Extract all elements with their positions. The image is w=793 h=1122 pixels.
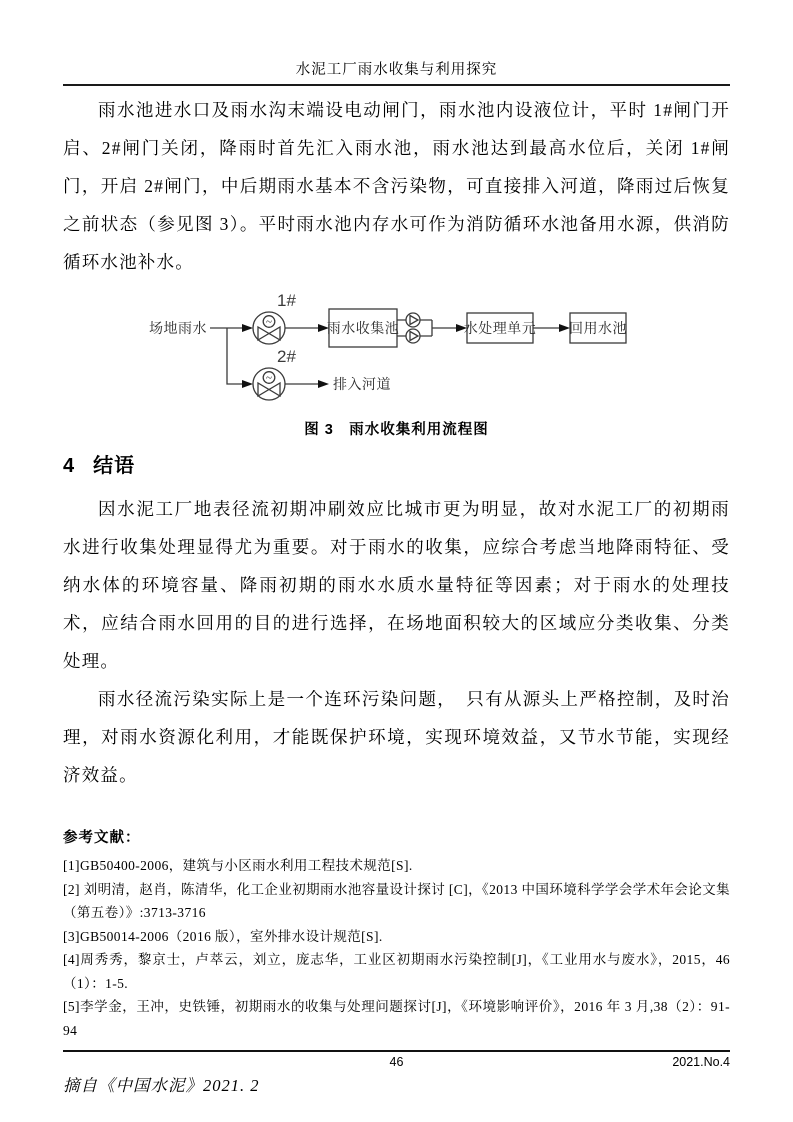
figure-3 <box>63 290 730 439</box>
section-4-heading <box>63 449 730 478</box>
diagram-label-valve1: 1# <box>277 291 296 310</box>
section-title: 结语 <box>93 455 136 477</box>
pump-icon <box>406 313 420 327</box>
diagram-label-reuse-pool: 回用水池 <box>569 322 627 337</box>
references-heading: 参考文献： <box>63 830 141 846</box>
page-number: 46 <box>389 1055 404 1069</box>
issue-number: 2021.No.4 <box>672 1055 730 1069</box>
running-header-title: 水泥工厂雨水收集与利用探究 <box>295 62 498 78</box>
references-section <box>63 826 730 1042</box>
rainwater-flow-diagram <box>63 290 730 415</box>
pump-icon <box>406 329 420 343</box>
footer-rule <box>63 1050 730 1052</box>
reference-item: [2] 刘明清，赵肖，陈清华，化工企业初期雨水池容量设计探讨 [C]，《2013 中国环境科学学会学术年会论文集（第五卷）》:3713-3716 <box>63 881 731 920</box>
footer-row <box>63 1055 730 1075</box>
arrow-icon <box>242 380 253 388</box>
reference-item: [1]GB50400-2006，建筑与小区雨水利用工程技术规范[S]. <box>63 858 413 873</box>
running-header <box>63 0 730 86</box>
page-content <box>63 0 730 1096</box>
source-note: 摘自《中国水泥》2021. 2 <box>63 1076 260 1095</box>
page-footer <box>63 1050 730 1075</box>
diagram-label-river: 排入河道 <box>333 378 391 393</box>
section-number: 4 <box>63 455 76 477</box>
conclusion-paragraph-2: 雨水径流污染实际上是一个连环污染问题， 只有从源头上严格控制，及时治理，对雨水资源化利用，才能既保护环境，实现环境效益，又节水节能，实现经济效益。 <box>63 689 730 785</box>
diagram-label-treatment-unit: 水处理单元 <box>463 322 537 337</box>
arrow-icon <box>242 324 253 332</box>
arrow-icon <box>318 380 329 388</box>
figure-caption: 图 3 雨水收集利用流程图 <box>304 422 489 438</box>
intro-paragraph: 雨水池进水口及雨水沟末端设电动闸门，雨水池内设液位计，平时 1#闸门开启、2#闸门关闭，降雨时首先汇入雨水池，雨水池达到最高水位后，关闭 1#闸门，开启 2#闸门，中后期雨水基本不含污染物，可直接排入河道，降雨过后恢复之前状态（参见图 3）。平时雨水池内存水可作为消防循环水池备用水源，供消防循环水池补水。 <box>63 100 730 272</box>
conclusion-paragraph-1: 因水泥工厂地表径流初期冲刷效应比城市更为明显，故对水泥工厂的初期雨水进行收集处理显得尤为重要。对于雨水的收集，应综合考虑当地降雨特征、受纳水体的环境容量、降雨初期的雨水水质水量特征等因素；对于雨水的处理技术，应结合雨水回用的目的进行选择，在场地面积较大的区域应分类收集、分类处理。 <box>63 499 730 671</box>
diagram-label-valve2: 2# <box>277 347 296 366</box>
reference-item: [5]李学金，王冲，史铁锤，初期雨水的收集与处理问题探讨[J]，《环境影响评价》，2016 年 3 月,38（2）：91-94 <box>63 999 730 1038</box>
section-4-body <box>63 490 730 794</box>
diagram-branch-line <box>227 328 243 384</box>
reference-item: [3]GB50014-2006（2016 版），室外排水设计规范[S]. <box>63 928 383 944</box>
diagram-label-site-rainwater: 场地雨水 <box>149 322 207 337</box>
svg-text:~: ~ <box>266 316 272 328</box>
svg-text:~: ~ <box>266 372 272 384</box>
electric-valve-2-icon <box>253 368 285 400</box>
electric-valve-1-icon <box>253 312 285 344</box>
diagram-label-collection-pool: 雨水收集池 <box>326 322 400 337</box>
reference-item: [4]周秀秀，黎京士，卢萃云，刘立，庞志华，工业区初期雨水污染控制[J]，《工业用水与废水》，2015，46（1）：1-5. <box>63 952 730 991</box>
